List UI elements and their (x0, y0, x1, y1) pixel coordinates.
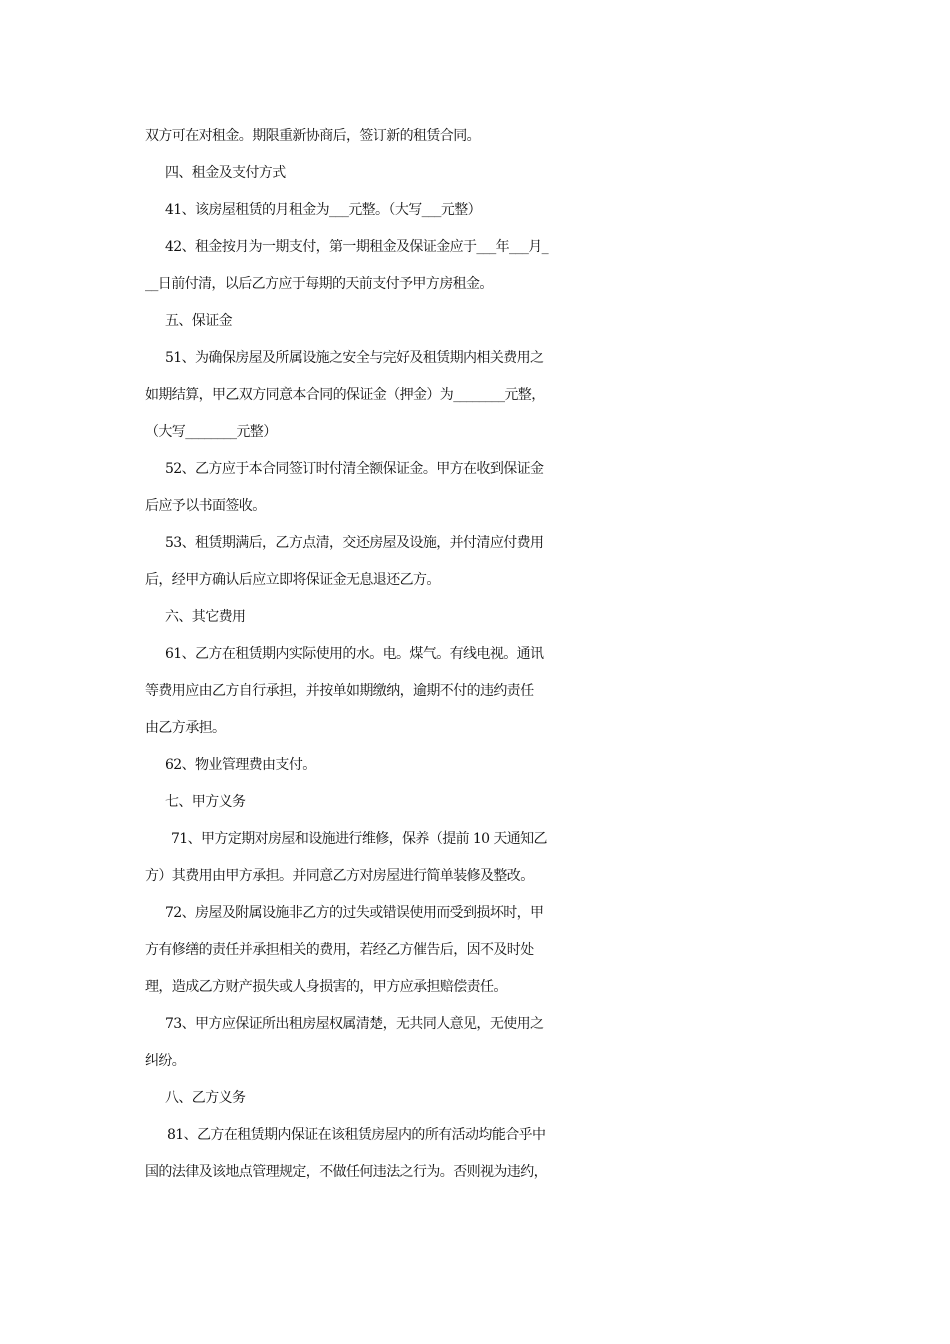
paragraph-line: 理，造成乙方财产损失或人身损害的，甲方应承担赔偿责任。 (145, 979, 507, 995)
clause-52: 52、乙方应于本合同签订时付清全额保证金。甲方在收到保证金 (165, 461, 544, 477)
section-heading-party-a-duties: 七、甲方义务 (165, 794, 246, 810)
paragraph-line: __日前付清，以后乙方应于每期的天前支付予甲方房租金。 (145, 276, 493, 292)
clause-61: 61、乙方在租赁期内实际使用的水。电。煤气。有线电视。通讯 (165, 646, 544, 662)
section-heading-rent-payment: 四、租金及支付方式 (165, 165, 286, 181)
paragraph-line: 后应予以书面签收。 (145, 498, 266, 514)
clause-73: 73、甲方应保证所出租房屋权属清楚，无共同人意见，无使用之 (165, 1016, 544, 1032)
clause-42: 42、租金按月为一期支付，第一期租金及保证金应于___年___月_ (165, 239, 549, 255)
paragraph-line: 国的法律及该地点管理规定，不做任何违法之行为。否则视为违约， (145, 1164, 547, 1180)
paragraph-line: 后，经甲方确认后应立即将保证金无息退还乙方。 (145, 572, 440, 588)
paragraph-line: 由乙方承担。 (145, 720, 226, 736)
paragraph-line: 双方可在对租金。期限重新协商后，签订新的租赁合同。 (145, 128, 480, 144)
clause-53: 53、租赁期满后，乙方点清，交还房屋及设施，并付清应付费用 (165, 535, 544, 551)
paragraph-line: （大写________元整） (145, 424, 277, 440)
clause-71: 71、甲方定期对房屋和设施进行维修，保养（提前 10 天通知乙 (171, 831, 547, 847)
clause-62: 62、物业管理费由支付。 (165, 757, 316, 773)
section-heading-deposit: 五、保证金 (165, 313, 232, 329)
section-heading-other-fees: 六、其它费用 (165, 609, 246, 625)
clause-72: 72、房屋及附属设施非乙方的过失或错误使用而受到损坏时，甲 (165, 905, 544, 921)
paragraph-line: 纠纷。 (145, 1053, 186, 1069)
clause-41: 41、该房屋租赁的月租金为___元整。（大写___元整） (165, 202, 482, 218)
paragraph-line: 等费用应由乙方自行承担，并按单如期缴纳，逾期不付的违约责任 (145, 683, 534, 699)
paragraph-line: 方有修缮的责任并承担相关的费用，若经乙方催告后，因不及时处 (145, 942, 534, 958)
paragraph-line: 如期结算，甲乙双方同意本合同的保证金（押金）为________元整， (145, 387, 545, 403)
document-body (145, 118, 810, 1191)
section-heading-party-b-duties: 八、乙方义务 (165, 1090, 246, 1106)
paragraph-line: 方）其费用由甲方承担。并同意乙方对房屋进行简单装修及整改。 (145, 868, 534, 884)
clause-81: 81、乙方在租赁期内保证在该租赁房屋内的所有活动均能合乎中 (167, 1127, 546, 1143)
clause-51: 51、为确保房屋及所属设施之安全与完好及租赁期内相关费用之 (165, 350, 544, 366)
